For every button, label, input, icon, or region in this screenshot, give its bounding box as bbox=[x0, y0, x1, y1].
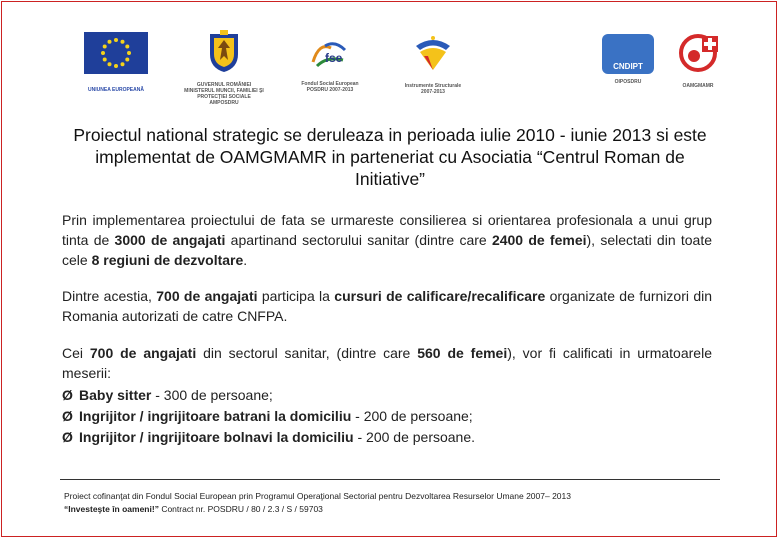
structural-instruments-icon bbox=[408, 32, 458, 74]
cndipt-caption: OIPOSDRU bbox=[614, 79, 642, 85]
footer bbox=[64, 490, 724, 516]
ministry-caption: GUVERNUL ROMÂNIEI MINISTERUL MUNCII, FAMILIEI ŞI PROTECŢIEI SOCIALE AMPOSDRU bbox=[184, 82, 264, 106]
fse-caption: Fondul Social European POSDRU 2007-2013 bbox=[301, 81, 359, 93]
paragraph-qualifications: Cei 700 de angajati din sectorul sanitar, (dintre care 560 de femei), vor fi calificati in urmatoarele meserii: bbox=[62, 345, 712, 381]
eu-caption: UNIUNEA EUROPEANĂ bbox=[88, 87, 144, 93]
headline: Proiectul national strategic se deruleaza in perioada iulie 2010 - iunie 2013 si este implementat de OAMGMAMR in parteneriat cu Asociatia “Centrul Roman de Initiative” bbox=[73, 125, 707, 189]
coat-of-arms-icon bbox=[206, 30, 242, 74]
ministry-logo bbox=[184, 30, 264, 106]
footer-line-1: Proiect cofinanţat din Fondul Social European prin Programul Operaţional Sectorial pentru Dezvoltarea Resurselor Umane 2007– 2013 bbox=[64, 491, 571, 501]
is-caption: Instrumente Structurale 2007-2013 bbox=[404, 83, 462, 95]
occupation-list bbox=[62, 385, 712, 448]
logo-strip bbox=[0, 28, 780, 108]
list-item: Ø Ingrijitor / ingrijitoare bolnavi la domiciliu - 200 de persoane. bbox=[62, 427, 712, 448]
footer-divider bbox=[60, 479, 720, 480]
list-item: Ø Baby sitter - 300 de persoane; bbox=[62, 385, 712, 406]
arrow-bullet-icon: Ø bbox=[62, 408, 73, 424]
svg-text:fse: fse bbox=[325, 51, 343, 65]
arrow-bullet-icon: Ø bbox=[62, 429, 73, 445]
list-item: Ø Ingrijitor / ingrijitoare batrani la domiciliu - 200 de persoane; bbox=[62, 406, 712, 427]
fse-swirl-icon bbox=[305, 38, 355, 72]
fse-logo bbox=[290, 38, 370, 93]
is-logo bbox=[398, 32, 468, 95]
cndipt-badge bbox=[602, 34, 654, 74]
arrow-bullet-icon: Ø bbox=[62, 387, 73, 403]
cndipt-logo bbox=[600, 34, 656, 85]
red-cross-icon bbox=[676, 32, 720, 74]
oamgmamr-caption: OAMGMAMR bbox=[682, 83, 714, 89]
eu-logo bbox=[84, 32, 148, 93]
paragraph-courses: Dintre acestia, 700 de angajati participa la cursuri de calificare/recalificare organizate de furnizori din Romania autorizati de catre CNFPA. bbox=[62, 288, 712, 324]
oamgmamr-logo bbox=[668, 32, 728, 89]
paragraph-target-group: Prin implementarea proiectului de fata se urmareste consilierea si orientarea profesionala a unui grup tinta de 3000 de angajati apartinand sectorului sanitar (dintre care 2400 de femei), selectati din toate cele 8 regiuni de dezvoltare. bbox=[62, 212, 712, 268]
footer-line-2: “Investeşte în oameni!” Contract nr. POSDRU / 80 / 2.3 / S / 59703 bbox=[64, 504, 323, 514]
eu-flag-icon bbox=[84, 32, 148, 74]
cndipt-label: CNDIPT bbox=[613, 62, 643, 71]
